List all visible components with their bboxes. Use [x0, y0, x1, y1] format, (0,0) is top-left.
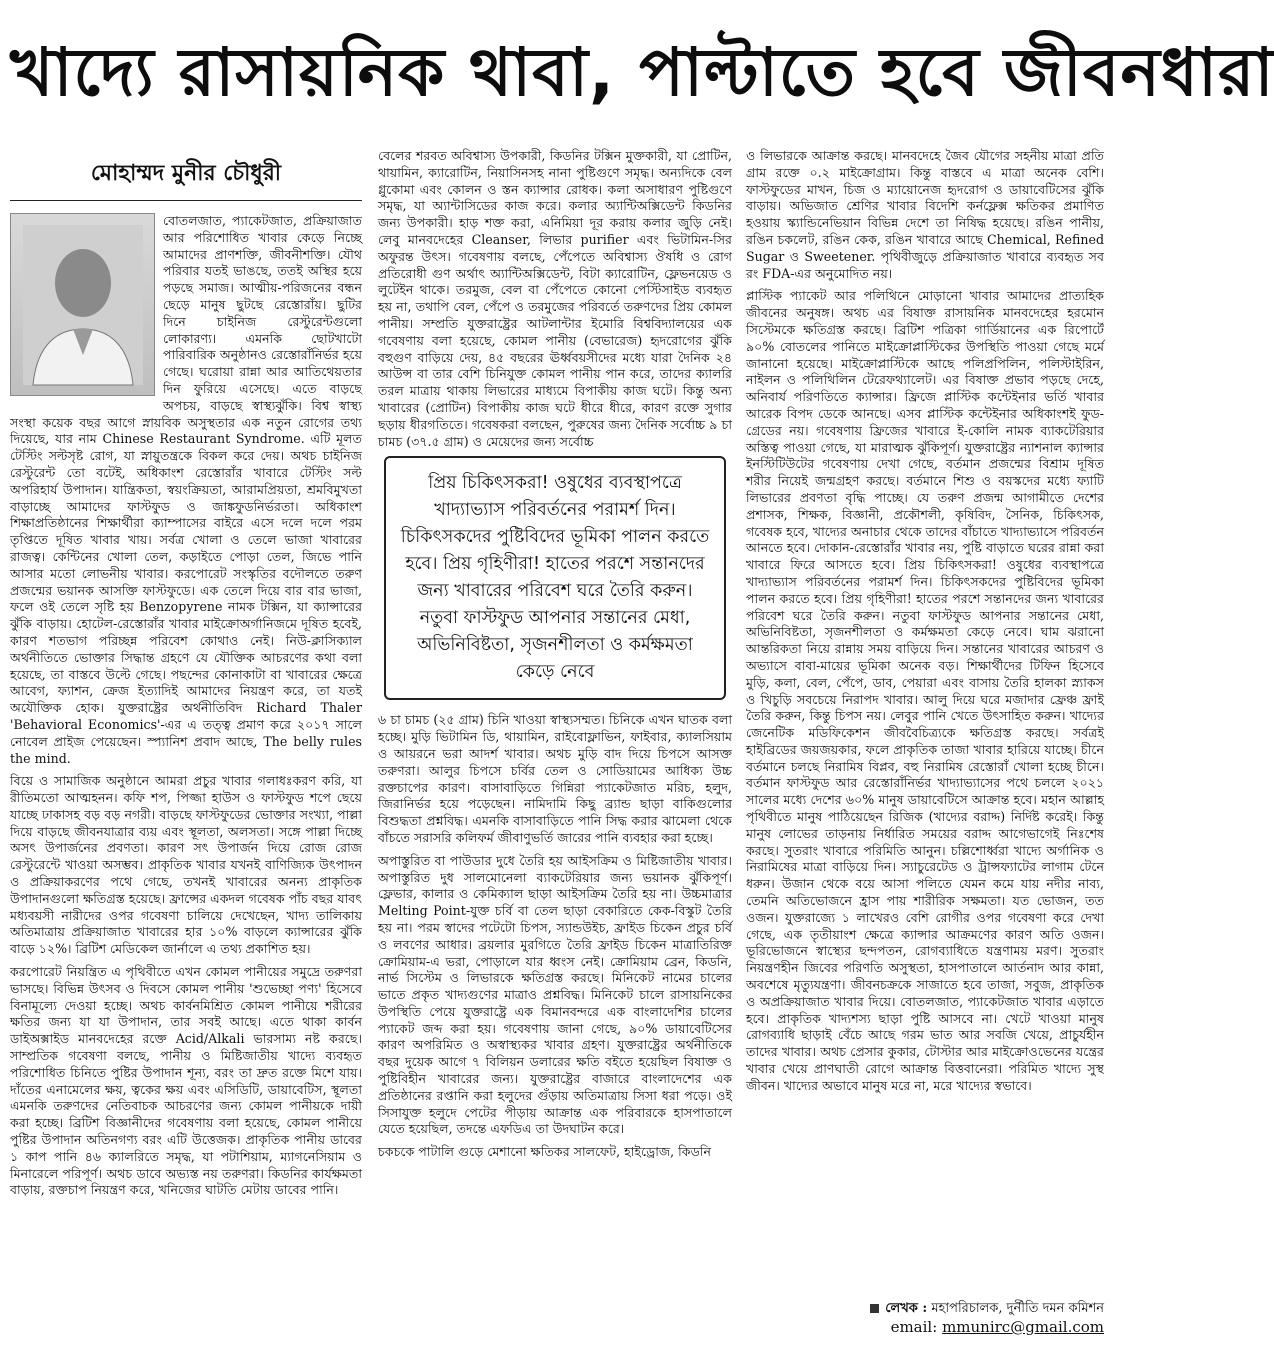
author-photo: [10, 213, 155, 396]
email-line: [746, 1318, 1104, 1336]
col1-para-1: বোতলজাত, প্যাকেটজাত, প্রক্রিয়াজাত আর পরিশোধিত খাবার কেড়ে নিচ্ছে আমাদের প্রাণশক্তি, জীবনীশক্তি। যৌথ পরিবার যতই ভাঙছে, ততই অস্থির হয়ে পড়ছে সমাজ। আত্মীয়-পরিজনের বন্ধন ছেড়ে মানুষ ছুটছে রেস্তোরাঁয়। ছুটির দিনে চাইনিজ রেস্টুরেন্টগুলো লোকারণ্য। এমনকি ছোটখাটো পারিবারিক অনুষ্ঠানও রেস্তোরাঁনির্ভর হয়ে গেছে। ঘরোয়া রান্না আর আতিথেয়তার দিন ফুরিয়ে এসেছে। এতে বাড়ছে অপচয়, বাড়ছে স্বাস্থ্যঝুঁকি। বিশ্ব স্বাস্থ্য সংস্থা কয়েক বছর আগে স্নায়বিক অসুস্থতার এক নতুন রোগের তথ্য দিয়েছে, যার নাম Chinese Restaurant Syndrome. এটি মূলত টেস্টিং সল্টসৃষ্ট রোগ, যা স্নায়ুতন্ত্রকে বিকল করে দেয়। অথচ চাইনিজ রেস্টুরেন্ট তো বটেই, অধিকাংশ রেস্তোরাঁর খাবারে টেস্টিং সল্ট অপরিহার্য উপাদান। যান্ত্রিকতা, স্বয়ংক্রিয়তা, আরামপ্রিয়তা, শ্রমবিমুখতা বাড়াচ্ছে আমাদের ফাস্টফুড ও জাঙ্কফুডনির্ভরতা। অধিকাংশ শিক্ষাপ্রতিষ্ঠানের শিক্ষার্থীরা ক্যাম্পাসের বাইরে এসে দলে দলে পরম তৃপ্তিতে দূষিত খাবার খায়। সর্বত্র খোলা ও তেলে ভাজা খাবারের রাজত্ব। কেন্টিনের খোলা তেল, কড়াইতে পোড়া তেল, জিভে পানি আসার মতো লোভনীয় খাবার। করপোরেট সংস্কৃতির বদৌলতে তরুণ প্রজন্মের ভয়ানক আসক্তি ফাস্টফুডে। এক তেলে দিয়ে বার বার ভাজা, ফলে ওই তেলে সৃষ্টি হয় Benzopyrene নামক টক্সিন, যা ক্যান্সারের ঝুঁকি বাড়ায়। হোটেল-রেস্তোরাঁর খাবার মাইক্রোঅর্গানিজমে দূষিত হবেই, কারণ শতভাগ পরিচ্ছন্ন পরিবেশ কোথাও নেই। নিউ-ক্লাসিক্যাল অর্থনীতিতে ভোক্তার সিদ্ধান্ত গ্রহণে যে যৌক্তিক আচরণের কথা বলা হয়েছে, তা বাস্তবে উল্টে গেছে। পছন্দের কোনাকাটা বা খাবারের ক্ষেত্রে আবেগ, ফ্যাশন, ক্রেজ ইত্যাদিই আমাদের নিয়ন্ত্রণ করে, তা যতই অযৌক্তিক হোক। যুক্তরাষ্ট্রের অর্থনীতিবিদ Richard Thaler 'Behavioral Economics'-এর এ তত্ত্ব প্রমাণ করে ২০১৭ সালে নোবেল প্রাইজ পেয়েছেন। স্প্যানিশ প্রবাদ আছে, The belly rules the mind.: [10, 213, 362, 766]
col1-para-3: করপোরেট নিয়ন্ত্রিত এ পৃথিবীতে এখন কোমল পানীয়ের সমুদ্রে তরুণরা ভাসছে। বিভিন্ন উৎসব ও দিবসে কোমল পানীয় 'শুভেচ্ছা পণ্য' হিসেবে বিনামূল্যে দেওয়া হচ্ছে। অথচ কার্বনমিশ্রিত কোমল পানীয়ে শরীরের ক্ষতির জন্য যা যা উপাদান, তার সবই আছে। এতে থাকা কার্বন ডাইঅক্সাইড মানবদেহের রক্তে Acid/Alkali ভারসাম্য নষ্ট করছে। সাম্প্রতিক গবেষণা বলছে, পানীয় ও মিষ্টিজাতীয় খাদ্যে ব্যবহৃত পরিশোধিত চিনিতে পুষ্টির উপাদান শূন্য, বরং তা দ্রুত রক্তে মিশে যায়। দাঁতের এনামেলের ক্ষয়, ত্বকের ক্ষয় এবং এসিডিটি, ডায়াবেটিস, স্থূলতা এমনকি তরুণদের নেতিবাচক আচরণের জন্য কোমল পানীয়কে দায়ী করা হচ্ছে। ব্রিটিশ বিজ্ঞানীদের গবেষণায় বলা হয়েছে, কোমল পানীয়ে পুষ্টির উপাদান অতিনগণ্য বরং এটি উত্তেজক। প্রাকৃতিক পানীয় ডাবের ১ কাপ পানি ৪৬ ক্যালরিতে সমৃদ্ধ, যা পটাশিয়াম, ম্যাগনেসিয়াম ও মিনারেলে পরিপূর্ণ। অথচ ডাবে অভ্যস্ত নয় তরুণরা। কিডনির কার্যক্ষমতা বাড়ায়, রক্তচাপ নিয়ন্ত্রণ করে, খনিজের ঘাটতি মেটায় ডাবের পানি।: [10, 964, 362, 1198]
column-2: [378, 148, 732, 1338]
col2-para-3: অপাস্তুরিত বা পাউডার দুধে তৈরি হয় আইসক্রিম ও মিষ্টিজাতীয় খাবার। অপাস্তুরিত দুধ সালমোনেলা ব্যাকটেরিয়ার জন্য ভয়ানক ঝুঁকিপূর্ণ। ফ্লেভার, কালার ও কেমিক্যাল ছাড়া আইসক্রিম তৈরি হয় না। উচ্চমাত্রার Melting Point-যুক্ত চর্বি বা তেল ছাড়া বেকারিতে কেক-বিস্কুট তৈরি হয় না। পরম স্বাদের পটেটো চিপস, স্যান্ডউইচ, ফ্রাইড চিকেন প্রচুর চর্বি ও লবণের আধার। ব্রয়লার মুরগিতে তৈরি ফ্রাইড চিকেন মাত্রাতিরিক্ত ক্রোমিয়াম-এ ভরা, পোড়ালে যার ধ্বংস নেই। ক্রোমিয়াম ব্রেন, কিডনি, নার্ভ সিস্টেম ও লিভারকে ক্ষতিগ্রস্ত করছে। মিনিকেট নামের চালের ভাতে প্রকৃত খাদ্যগুণের মাত্রাও প্রশ্নবিদ্ধ। মিনিকেট চালে রাসায়নিকের উপস্থিতি পেয়ে যুক্তরাষ্ট্রে এক বিমানবন্দরে এক বাংলাদেশির চালের প্যাকেট জব্দ করা হয়। গবেষণায় জানা গেছে, ৯০% ডায়াবেটিসের কারণ অপরিমিত ও অস্বাস্থ্যকর খাবার গ্রহণ। যুক্তরাষ্ট্রের অর্থনীতিকে বছর দুয়েক আগে ৭ বিলিয়ন ডলারের ক্ষতি বইতে হয়েছিল বিষাক্ত ও পুষ্টিবিহীন খাবারের জন্য। যুক্তরাষ্ট্রের বাজারে বাংলাদেশের এক প্রতিষ্ঠানের রপ্তানি করা হলুদের গুঁড়ায় অতিমাত্রায় সিসা ধরা পড়ে। ওই সিসাযুক্ত হলুদে পেটের পীড়ায় আক্রান্ত এক পরিবারকে হাসপাতালে যেতে হয়েছিল, তদন্তে এফডিএ তা উদঘাটন করে।: [378, 852, 732, 1137]
email-label: email:: [890, 1318, 938, 1336]
col2-para-1: বেলের শরবত অবিশ্বাস্য উপকারী, কিডনির টক্সিন মুক্তকারী, যা প্রোটিন, থায়ামিন, ক্যারোটিন, নিয়াসিনসহ নানা পুষ্টিগুণে সমৃদ্ধ। অন্যদিকে বেল গ্লুকোমা এবং কোলন ও স্তন ক্যান্সার রোধক। কলা অসাধারণ পুষ্টিগুণে সমৃদ্ধ, যা অ্যান্টাসিডের কাজ করে। কলার অ্যান্টিঅক্সিডেন্ট কিডনির জন্য উপকারী। হাড় শক্ত করা, এনিমিয়া দূর করায় কলার জুড়ি নেই। লেবু মানবদেহের Cleanser, লিভার purifier এবং ভিটামিন-সির অফুরন্ত উৎস। গবেষণায় বলছে, পেঁপেতে অবিশ্বাস্য ঔষধি ও রোগ প্রতিরোধী গুণ অর্থাৎ অ্যান্টিঅক্সিডেন্ট, বিটা ক্যারোটিন, ফ্লেভনয়েড ও লুটেইন থাকে। তরমুজ, বেল বা পেঁপেতে কোনো পেস্টিসাইড ব্যবহৃত হয় না, তথাপি বেল, পেঁপে ও তরমুজের পরিবর্তে তরুণদের প্রিয় কোমল পানীয়। সম্প্রতি যুক্তরাষ্ট্রের আটলান্টার ইমোরি বিশ্ববিদ্যালয়ের এক গবেষণায় বলা হয়েছে, কোমল পানীয় (বেভারেজ) হৃদরোগের ঝুঁকি বহুগুণ বাড়িয়ে দেয়, ৪৫ বছরের ঊর্ধ্ববয়সীদের মধ্যে যারা দৈনিক ২৪ আউন্স বা তার বেশি চিনিযুক্ত কোমল পানীয় পান করে, তাদের ক্যালরি তরল মাত্রায় থাকায় লিভারের মাধ্যমে বিপাকীয় কাজ ঘটে। কিন্তু অন্য খাবারের (প্রোটিন) বিপাকীয় কাজ ঘটে ধীরে ধীরে, কারণ রক্তে সুগার ছড়ায় ধীরগতিতে। গবেষকরা বলছেন, পুরুষের জন্য দৈনিক সর্বোচ্চ ৯ চা চামচ (৩৭.৫ গ্রাম) ও মেয়েদের জন্য সর্বোচ্চ: [378, 148, 732, 449]
author-line: [746, 1300, 1104, 1318]
square-bullet-icon: [870, 1304, 879, 1313]
col3-para-2: প্লাস্টিক প্যাকেট আর পলিথিনে মোড়ানো খাবার আমাদের প্রাত্যহিক জীবনের অনুষঙ্গ। অথচ এর বিষাক্ত রাসায়নিক মানবদেহের হরমোন সিস্টেমকে ক্ষতিগ্রস্ত করছে। ব্রিটিশ পত্রিকা গার্ডিয়ানের এক রিপোর্টে ৯০% বোতলের পানিতে মাইক্রোপ্লাস্টিকের উপস্থিতি পাওয়া গেছে মর্মে জানানো হয়েছে। মাইক্রোপ্লাস্টিকে আছে পলিপ্রপিলিন, পলিস্টাইরিন, নাইলন ও পলিথিলিন টেরেফথ্যালেট। এর বিষাক্ত প্রভাব পড়ছে দেহে, অনিবার্য পরিণতিতে ক্যান্সার। ফ্রিজে প্লাস্টিক কন্টেইনার ভর্তি খাবার আরেক বিপদ ডেকে আনছে। এসব প্লাস্টিক কন্টেইনার অধিকাংশই ফুড-গ্রেডের নয়। গবেষণায় ফ্রিজের খাবারে ই-কোলি নামক ব্যাকটেরিয়ার অস্তিত্ব পাওয়া গেছে, যা মারাত্মক ঝুঁকিপূর্ণ। যুক্তরাষ্ট্রের ন্যাশনাল ক্যান্সার ইনস্টিটিউটের গবেষণায় দেখা গেছে, বর্তমান প্রজন্মের বিশ্রাম দূষিত শরীর নিয়েই জন্মগ্রহণ করছে। বর্তমানে শিশু ও বয়স্কদের মধ্যে ফ্যাটি লিভারের প্রবণতা বৃদ্ধি পাচ্ছে। যে তরুণ প্রজন্ম আগামীতে দেশের প্রশাসক, শিক্ষক, বিজ্ঞানী, প্রকৌশলী, কৃষিবিদ, সৈনিক, চিকিৎসক, গবেষক হবে, খাদ্যের অনাচার থেকে তাদের বাঁচাতে খাদ্যাভ্যাসে পরিবর্তন আনতে হবে। দোকান-রেস্তোরাঁর খাবার নয়, পুষ্টি বাড়াতে ঘরের রান্না করা খাবারে ফিরে আসতে হবে। প্রিয় চিকিৎসকরা! ওষুধের ব্যবস্থাপত্রে খাদ্যাভ্যাস পরিবর্তনের পরামর্শ দিন। চিকিৎসকদের পুষ্টিবিদের ভূমিকা পালন করতে হবে। প্রিয় গৃহিণীরা! হাতের পরশে সন্তানদের জন্য খাবারের পরিবেশ ঘরে তৈরি করুন। নতুবা ফাস্টফুড আপনার সন্তানের মেধা, অভিনিবিষ্টতা, সৃজনশীলতা ও কর্মক্ষমতা কেড়ে নেবে। ঘাম ঝরানো আন্তরিকতা নিয়ে রান্নায় সময় বাড়িয়ে দিন। সন্তানের খাবারের আচরণ ও অভ্যাসে বাবা-মায়ের ভূমিকা অনেক বড়। শিক্ষার্থীদের টিফিন হিসেবে মুড়ি, কলা, বেল, পেঁপে, ডাব, পেয়ারা এবং বাসায় তৈরি হালকা স্ন্যাকস ও খিচুড়ি সবচেয়ে নিরাপদ খাবার। আলু দিয়ে ঘরে মজাদার ফ্রেঞ্চ ফ্রাই তৈরি করুন, কিন্তু চিপস নয়। লেবুর পানি খেতে উৎসাহিত করুন। খাদ্যের জেনেটিক মডিফিকেশন জীববৈচিত্র্যকে ক্ষতিগ্রস্ত করছে। সর্বত্রই হাইব্রিডের জয়জয়কার, ফলে প্রাকৃতিক তাজা খাবার হারিয়ে যাচ্ছে। চীনে বর্তমানে চলছে নিরামিষ বিপ্লব, বহু নিরামিষ রেস্তোরাঁ খোলা হচ্ছে চীনে। বর্তমান ফাস্টফুড আর রেস্তোরাঁনির্ভর খাদ্যাভ্যাসের পথে চললে ২০২১ সালের মধ্যে দেশের ৬০% মানুষ ডায়াবেটিসে আক্রান্ত হবে। মহান আল্লাহ পৃথিবীতে মানুষ পাঠিয়েছেন রিজিক (খাদ্যের বরাদ্দ) নির্দিষ্ট করেই। কিন্তু মানুষ লোভের তাড়নায় নির্ধারিত সময়ের বরাদ্দ আগেভাগেই নিঃশেষ করছে। সুতরাং খাবারে পরিমিতি আনুন। চল্লিশোর্ধ্বরা খাদ্যে অর্গানিক ও নিরামিষের মাত্রা বাড়িয়ে দিন। স্যাচুরেটেড ও ট্রান্সফ্যাটের লাগাম টেনে ধরুন। উজান থেকে বয়ে আসা পলিতে যেমন কমে যায় নদীর নাব্য, তেমনি অতিভোজনে হ্রাস পায় শারীরিক সক্ষমতা। যত ভোজন, তত ওজন। যুক্তরাজ্যে ১ লাখেরও বেশি রোগীর ওপর গবেষণা করে দেখা গেছে, এক তৃতীয়াংশ ক্ষেত্রে ক্যান্সার আক্রমণের কারণ অতি ওজন। ভূরিভোজনে স্বাস্থ্যের ছন্দপতন, রোগব্যাধিতে যন্ত্রণাময় মরণ। সুতরাং নিয়ন্ত্রণহীন জিবের পরিণতি অসুস্থতা, হাসপাতালে আর্তনাদ আর কান্না, অবশেষে মৃত্যুযন্ত্রণা। জীবনচক্রকে সাজাতে হবে তাজা, সবুজ, প্রাকৃতিক ও অপ্রক্রিয়াজাত খাবার দিয়ে। বোতলজাত, প্যাকেটজাত খাবার এড়াতে হবে। প্রাকৃতিক খাদ্যশস্য ছাড়া পুষ্টি আসবে না। খেটে খাওয়া মানুষ রোগব্যাধি ছাড়াই বেঁচে আছে গরম ভাত আর সবজি খেয়ে, প্রাচুর্যহীন তাদের খাবার। অথচ প্রেসার কুকার, টোস্টার আর মাইক্রোওভেনের যন্ত্রের খাবার খেয়ে প্রাণঘাতী রোগে আক্রান্ত বিত্তবানেরা। পরিমিত খাদ্যে সুস্থ জীবন। খাদ্যের অভাবে মানুষ মরে না, মরে খাদ্যের স্বভাবে।: [746, 288, 1104, 1093]
person-photo-icon: [23, 225, 143, 385]
col3-para-1: ও লিভারকে আক্রান্ত করছে। মানবদেহে জৈব যৌগের সহনীয় মাত্রা প্রতি গ্রাম রক্তে ০.২ মাইক্রোগ্রাম। কিন্তু বাস্তবে এ মাত্রা অনেক বেশি। ফাস্টফুডের মাখন, চিজ ও ম্যায়োনেজ হৃদরোগ ও ডায়াবেটিসের ঝুঁকি বাড়ায়। অভিজাত শ্রেণির খাবার বিদেশি কর্নফ্লেক্স ক্ষতিকর প্রমাণিত হওয়ায় স্ক্যান্ডিনেভিয়ান বিভিন্ন দেশে তা নিষিদ্ধ হয়েছে। রঙিন পানীয়, রঙিন চকলেট, রঙিন কেক, রঙিন খাবারে আছে Chemical, Refined Sugar ও Sweetener. পৃথিবীজুড়ে প্রক্রিয়াজাত খাবারে ব্যবহৃত সব রং FDA-এর অনুমোদিত নয়।: [746, 148, 1104, 281]
headline: খাদ্যে রাসায়নিক থাবা, পাল্টাতে হবে জীবনধারা: [10, 34, 1274, 111]
column-3: [746, 148, 1104, 1298]
column-1: [10, 148, 362, 1328]
byline: মোহাম্মদ মুনীর চৌধুরী: [10, 148, 362, 201]
author-label: লেখক :: [885, 1301, 928, 1316]
col1-para-2: বিয়ে ও সামাজিক অনুষ্ঠানে আমরা প্রচুর খাবার গলাধঃকরণ করি, যা রীতিমতো আত্মহনন। কফি শপ, পিজ্জা হাউস ও ফাস্টফুড শপে ছেয়ে যাচ্ছে ঢাকাসহ বড় বড় নগরী। বাড়ছে ফাস্টফুডের ভোক্তার সংখ্যা, পাল্লা দিয়ে বাড়ছে জীবনযাত্রার ব্যয় এবং স্থূলতা, অলসতা। সঙ্গে পাল্লা দিচ্ছে অসৎ উপার্জনের প্রবণতা। কারণ সৎ উপার্জন দিয়ে রোজ রোজ রেস্টুরেন্টে খাওয়া অসম্ভব। প্রাকৃতিক খাবার যখনই বাণিজ্যিক উৎপাদন ও প্রক্রিয়াকরণের পথে গেছে, তখনই খাবারের অনন্য প্রাকৃতিক উপাদানগুলো ক্ষতিগ্রস্ত হয়েছে। ফ্রান্সের একদল গবেষক পাঁচ বছর যাবৎ মধ্যবয়সী নারীদের ওপর গবেষণা চালিয়ে দেখেছেন, খাদ্য তালিকায় অতিমাত্রায় প্রক্রিয়াজাত খাবারের হার ১০% বাড়লে ক্যান্সারের ঝুঁকি বাড়ে ১২%। ব্রিটিশ মেডিকেল জার্নালে এ তথ্য প্রকাশিত হয়।: [10, 773, 362, 957]
email-address[interactable]: mmunirc@gmail.com: [942, 1318, 1104, 1336]
col2-para-4: চকচকে পাটালি গুড়ে মেশানো ক্ষতিকর সালফেট, হাইড্রোজ, কিডনি: [378, 1144, 711, 1160]
author-desc: মহাপরিচালক, দুর্নীতি দমন কমিশন: [931, 1301, 1104, 1316]
pull-quote: প্রিয় চিকিৎসকরা! ওষুধের ব্যবস্থাপত্রে খাদ্যাভ্যাস পরিবর্তনের পরামর্শ দিন। চিকিৎসকদের পুষ্টিবিদের ভূমিকা পালন করতে হবে। প্রিয় গৃহিণীরা! হাতের পরশে সন্তানদের জন্য খাবারের পরিবেশ ঘরে তৈরি করুন। নতুবা ফাস্টফুড আপনার সন্তানের মেধা, অভিনিবিষ্টতা, সৃজনশীলতা ও কর্মক্ষমতা কেড়ে নেবে: [384, 456, 726, 700]
col2-para-2: ৬ চা চামচ (২৫ গ্রাম) চিনি খাওয়া স্বাস্থ্যসম্মত। চিনিকে এখন ঘাতক বলা হচ্ছে। মুড়ি ভিটামিন ডি, থায়ামিন, রাইবোফ্লাভিন, ফাইবার, ক্যালসিয়াম ও আয়রনে ভরা আদর্শ খাবার। অথচ মুড়ি বাদ দিয়ে চিপসে আসক্ত তরুণরা। আলুর চিপসে চর্বির তেল ও সোডিয়ামের আধিক্য উচ্চ রক্তচাপের কারণ। বাসাবাড়িতে গিন্নিরা প্যাকেটজাত মরিচ, হলুদ, জিরানির্ভর হয়ে পড়েছেন। নামিদামি কিছু ব্র্যান্ড ছাড়া বাকিগুলোর বিশুদ্ধতা প্রশ্নবিদ্ধ। এমনকি বাসাবাড়িতে পানি সিদ্ধ করার ঝামেলা থেকে বাঁচতে সরাসরি কলিফর্ম জীবাণুভর্তি জারের পানি ব্যবহার করা হচ্ছে।: [378, 712, 732, 845]
author-note: [746, 1300, 1104, 1336]
